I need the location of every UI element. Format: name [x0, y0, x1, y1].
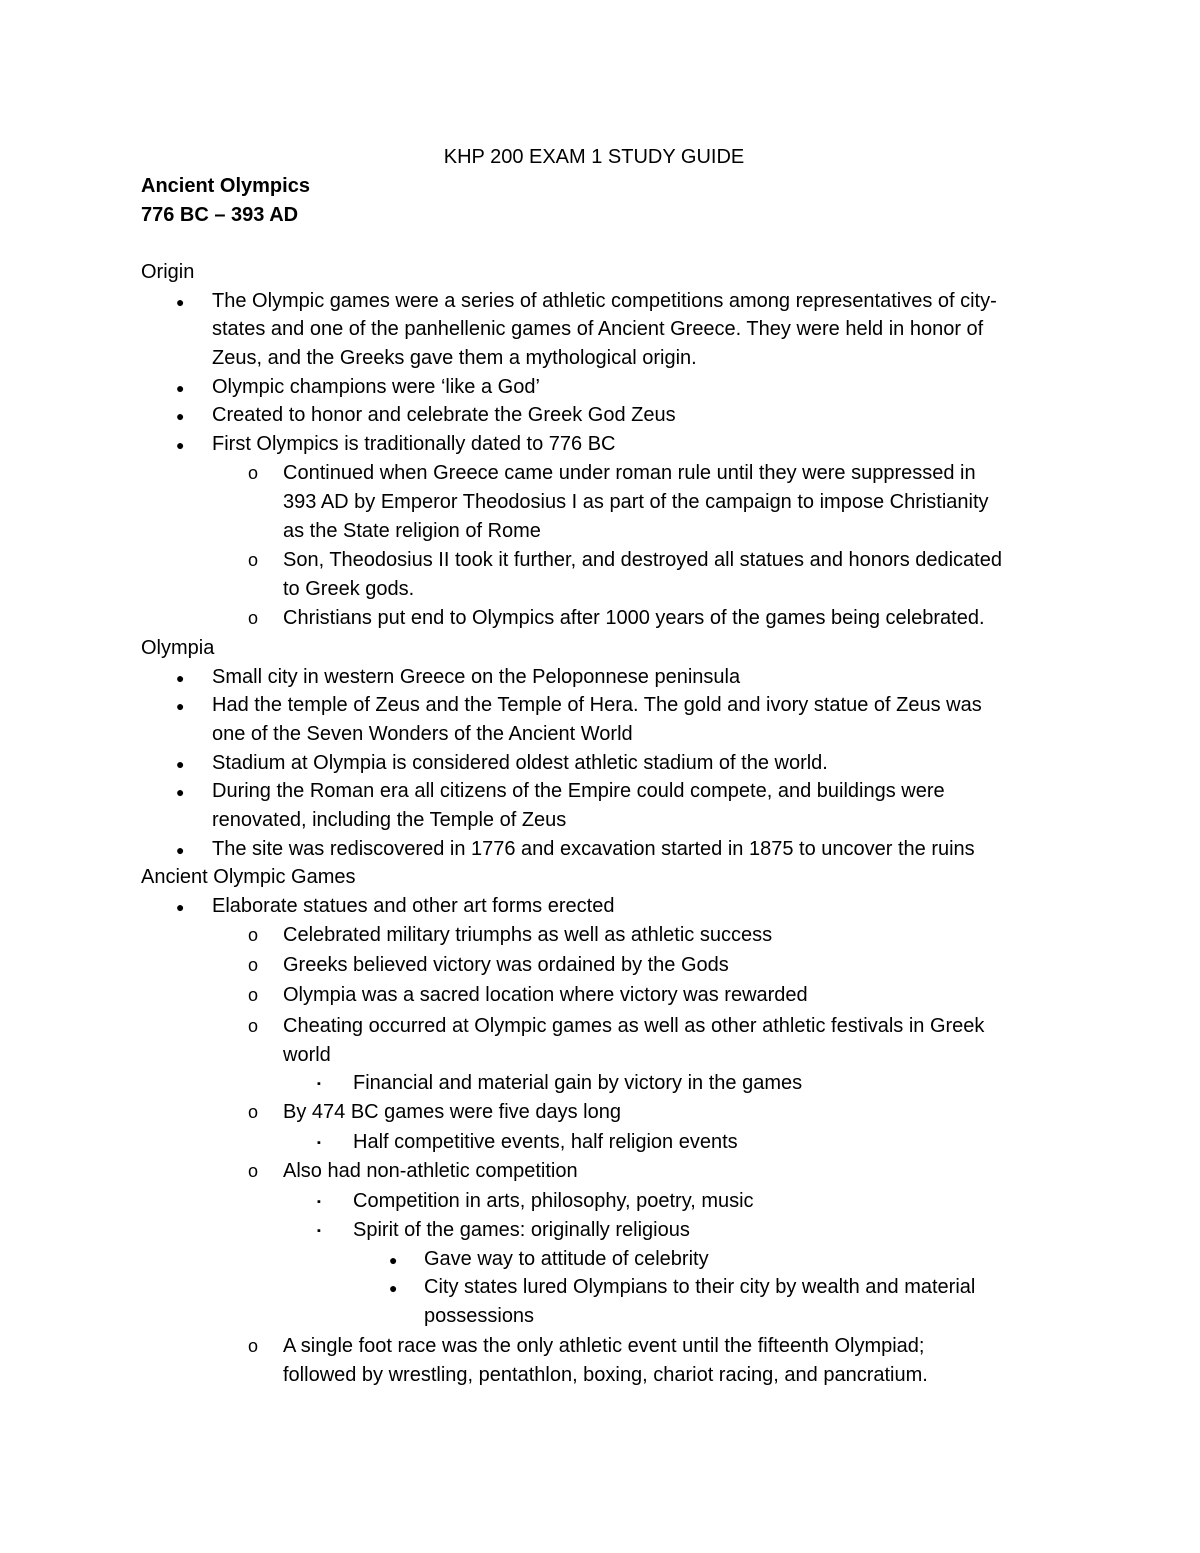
- circle-marker: o: [248, 925, 259, 945]
- bullet-marker: ●: [176, 437, 185, 453]
- list-item: Continued when Greece came under roman rule until they were suppressed in: [283, 462, 976, 484]
- circle-marker: o: [248, 1016, 259, 1036]
- list-item: Stadium at Olympia is considered oldest athletic stadium of the world.: [212, 752, 828, 774]
- bullet-marker: ●: [176, 784, 185, 800]
- list-item: During the Roman era all citizens of the Empire could compete, and buildings were: [212, 780, 945, 802]
- list-item: Also had non-athletic competition: [283, 1160, 578, 1182]
- list-item: A single foot race was the only athletic event until the fifteenth Olympiad;: [283, 1335, 925, 1357]
- bullet-marker: ●: [176, 842, 185, 858]
- date-range: 776 BC – 393 AD: [141, 204, 299, 226]
- list-item: 393 AD by Emperor Theodosius I as part of the campaign to impose Christianity: [283, 491, 989, 513]
- circle-marker: o: [248, 1336, 259, 1356]
- bullet-marker: ●: [176, 756, 185, 772]
- list-item: Half competitive events, half religion events: [353, 1131, 738, 1153]
- list-item: to Greek gods.: [283, 578, 415, 600]
- subsection-olympia: Olympia: [141, 637, 215, 659]
- bullet-marker: ●: [389, 1252, 398, 1268]
- circle-marker: o: [248, 608, 259, 628]
- list-item: followed by wrestling, pentathlon, boxing, chariot racing, and pancratium.: [283, 1364, 928, 1386]
- list-item: The Olympic games were a series of athletic competitions among representatives of city-: [212, 290, 997, 312]
- list-item: as the State religion of Rome: [283, 520, 541, 542]
- list-item: Olympic champions were ‘like a God’: [212, 376, 540, 398]
- list-item: Celebrated military triumphs as well as athletic success: [283, 924, 773, 946]
- list-item: renovated, including the Temple of Zeus: [212, 809, 567, 831]
- list-item: Greeks believed victory was ordained by the Gods: [283, 954, 729, 976]
- section-heading: Ancient Olympics: [141, 175, 310, 197]
- square-marker: ▪: [317, 1196, 321, 1208]
- square-marker: ▪: [317, 1225, 321, 1237]
- bullet-marker: ●: [389, 1280, 398, 1296]
- list-item: Gave way to attitude of celebrity: [424, 1248, 709, 1270]
- list-item: possessions: [424, 1305, 535, 1327]
- bullet-marker: ●: [176, 899, 185, 915]
- list-item: Small city in western Greece on the Peloponnese peninsula: [212, 666, 741, 688]
- circle-marker: o: [248, 1102, 259, 1122]
- bullet-marker: ●: [176, 408, 185, 424]
- circle-marker: o: [248, 463, 259, 483]
- list-item: Elaborate statues and other art forms erected: [212, 895, 615, 917]
- list-item: world: [283, 1044, 331, 1066]
- square-marker: ▪: [317, 1137, 321, 1149]
- list-item: Had the temple of Zeus and the Temple of Hera. The gold and ivory statue of Zeus was: [212, 694, 982, 716]
- subsection-origin: Origin: [141, 261, 195, 283]
- bullet-marker: ●: [176, 380, 185, 396]
- list-item: Cheating occurred at Olympic games as well as other athletic festivals in Greek: [283, 1015, 985, 1037]
- square-marker: ▪: [317, 1078, 321, 1090]
- page-title: KHP 200 EXAM 1 STUDY GUIDE: [443, 146, 745, 168]
- subsection-ancient-olympic-games: Ancient Olympic Games: [141, 866, 356, 888]
- bullet-marker: ●: [176, 294, 185, 310]
- list-item: The site was rediscovered in 1776 and excavation started in 1875 to uncover the ruins: [212, 838, 975, 860]
- list-item: Competition in arts, philosophy, poetry, music: [353, 1190, 754, 1212]
- list-item: Created to honor and celebrate the Greek God Zeus: [212, 404, 676, 426]
- list-item: City states lured Olympians to their city by wealth and material: [424, 1276, 976, 1298]
- circle-marker: o: [248, 550, 259, 570]
- list-item: Son, Theodosius II took it further, and destroyed all statues and honors dedicated: [283, 549, 1002, 571]
- list-item: By 474 BC games were five days long: [283, 1101, 621, 1123]
- list-item: Financial and material gain by victory in the games: [353, 1072, 803, 1094]
- list-item: states and one of the panhellenic games of Ancient Greece. They were held in honor of: [212, 318, 984, 340]
- list-item: Olympia was a sacred location where victory was rewarded: [283, 984, 808, 1006]
- list-item: one of the Seven Wonders of the Ancient World: [212, 723, 633, 745]
- list-item: Christians put end to Olympics after 1000 years of the games being celebrated.: [283, 607, 985, 629]
- circle-marker: o: [248, 1161, 259, 1181]
- circle-marker: o: [248, 955, 259, 975]
- bullet-marker: ●: [176, 698, 185, 714]
- circle-marker: o: [248, 985, 259, 1005]
- list-item: Spirit of the games: originally religious: [353, 1219, 690, 1241]
- list-item: First Olympics is traditionally dated to 776 BC: [212, 433, 616, 455]
- list-item: Zeus, and the Greeks gave them a mythological origin.: [212, 347, 697, 369]
- bullet-marker: ●: [176, 670, 185, 686]
